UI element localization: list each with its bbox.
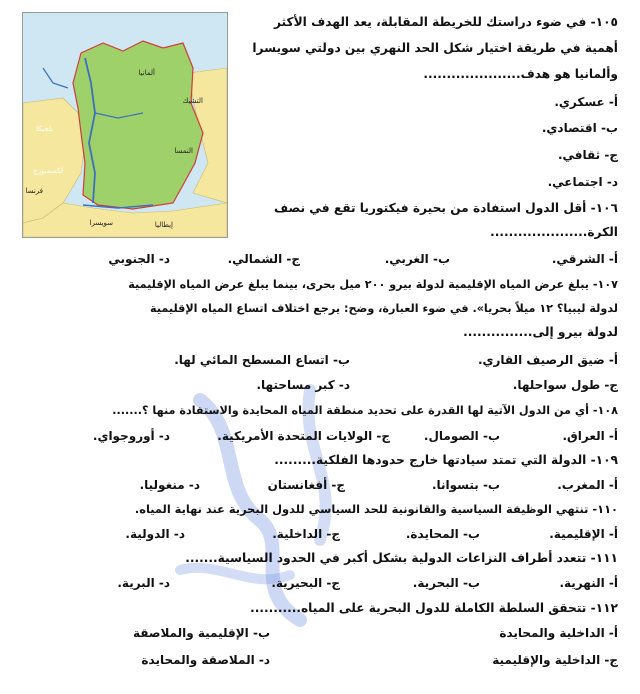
- q105-option-d[interactable]: د- اجتماعي.: [547, 175, 618, 189]
- map-label-belgium: بلجيكا: [36, 125, 53, 133]
- q109-option-b[interactable]: ب- بتسوانا.: [431, 478, 500, 492]
- map-label-germany: ألمانيا: [138, 69, 155, 77]
- q112-option-c[interactable]: ج- الداخلية والإقليمية: [492, 653, 618, 667]
- q106-option-d[interactable]: د- الجنوبي: [108, 252, 170, 266]
- q108-option-a[interactable]: أ- العراق.: [562, 429, 618, 443]
- q111-option-b[interactable]: ب- البحرية.: [412, 576, 480, 590]
- q107-line3: لدولة بيرو إلى...............: [463, 325, 618, 339]
- q105-line3: وألمانيا هو هدف.....................: [423, 67, 618, 81]
- q105-option-c[interactable]: ج- ثقافي.: [557, 148, 618, 162]
- q109-option-c[interactable]: ج- أفغانستان: [267, 478, 345, 492]
- map-label-switzerland: سويسرا: [89, 219, 113, 227]
- q112-line1: ١١٢- تتحقق السلطة الكاملة للدول البحرية على المياه...........: [250, 601, 618, 615]
- q107-line1: ١٠٧- يبلغ عرض المياه الإقليمية لدولة بيرو ٢٠٠ ميل بحرى، بينما يبلغ عرض المياه الإقليمية: [128, 278, 618, 291]
- q111-option-a[interactable]: أ- النهرية.: [559, 576, 618, 590]
- q106-line1: ١٠٦- أقل الدول استفادة من بحيرة فيكتوريا تقع في نصف: [273, 201, 618, 215]
- q105-option-a[interactable]: أ- عسكري.: [554, 95, 618, 109]
- germany-map-drawing: [23, 13, 227, 237]
- q107-option-b[interactable]: ب- اتساع المسطح المائي لها.: [174, 353, 350, 367]
- map-label-italy: إيطاليا: [154, 221, 173, 229]
- q110-option-b[interactable]: ب- المحايدة.: [405, 527, 480, 541]
- q109-line1: ١٠٩- الدولة التي تمتد سيادتها خارج حدودها الفلكية.........: [274, 453, 618, 467]
- q106-line2: الكرة.....................: [490, 225, 618, 239]
- q109-option-a[interactable]: أ- المغرب.: [557, 478, 618, 492]
- q112-option-b[interactable]: ب- الإقليمية والملاصقة: [132, 626, 270, 640]
- q111-option-c[interactable]: ج- البحيرية.: [271, 576, 340, 590]
- q107-option-a[interactable]: أ- ضيق الرصيف القاري.: [477, 353, 618, 367]
- q105-line2: أهمية في طريقة اختيار شكل الحد النهري بين دولتي سويسرا: [252, 41, 618, 55]
- q110-line1: ١١٠- تنتهي الوظيفة السياسية والقانونية للحد السياسي للدول البحرية عند نهاية المياه.: [134, 502, 618, 516]
- map-label-luxembourg: لكسمبورج: [33, 167, 63, 175]
- q108-option-c[interactable]: ج- الولايات المتحدة الأمريكية.: [217, 429, 390, 443]
- q108-option-b[interactable]: ب- الصومال.: [423, 429, 500, 443]
- q111-line1: ١١١- تتعدد أطراف النزاعات الدولية بشكل أكبر في الحدود السياسية.......: [185, 551, 618, 565]
- q106-option-c[interactable]: ج- الشمالي.: [227, 252, 300, 266]
- germany-map: [22, 12, 228, 238]
- q108-line1: ١٠٨- أي من الدول الآتية لها القدرة على تحديد منطقة المياه المحايدة والاستفادة منها ؟.......: [112, 404, 618, 417]
- q110-option-c[interactable]: ج- الداخلية.: [272, 527, 340, 541]
- map-label-czech: التشيك: [182, 97, 203, 105]
- q108-option-d[interactable]: د- أوروجواي.: [92, 429, 170, 443]
- q111-option-d[interactable]: د- البرية.: [117, 576, 170, 590]
- q110-option-a[interactable]: أ- الإقليمية.: [549, 527, 618, 541]
- q105-line1: ١٠٥- في ضوء دراستك للخريطة المقابلة، يعد الهدف الأكثر: [273, 15, 618, 29]
- q106-option-b[interactable]: ب- الغربي.: [384, 252, 450, 266]
- q105-option-b[interactable]: ب- اقتصادي.: [541, 121, 618, 135]
- map-label-france: فرنسا: [25, 187, 43, 195]
- q106-option-a[interactable]: أ- الشرقي.: [551, 252, 618, 266]
- q112-option-a[interactable]: أ- الداخلية والمحايدة: [499, 626, 618, 640]
- q110-option-d[interactable]: د- الدولية.: [125, 527, 185, 541]
- map-label-austria: النمسا: [174, 147, 193, 155]
- q109-option-d[interactable]: د- منغوليا.: [139, 478, 200, 492]
- q112-option-d[interactable]: د- الملاصقة والمحايدة: [141, 653, 270, 667]
- q107-line2: لدولة ليبيا؟ ١٢ ميلاً بحريا». في ضوء العبارة، وضح: يرجع اختلاف اتساع المياه الإقليمية: [150, 302, 618, 315]
- q107-option-c[interactable]: ج- طول سواحلها.: [512, 378, 618, 392]
- q107-option-d[interactable]: د- كبر مساحتها.: [256, 378, 350, 392]
